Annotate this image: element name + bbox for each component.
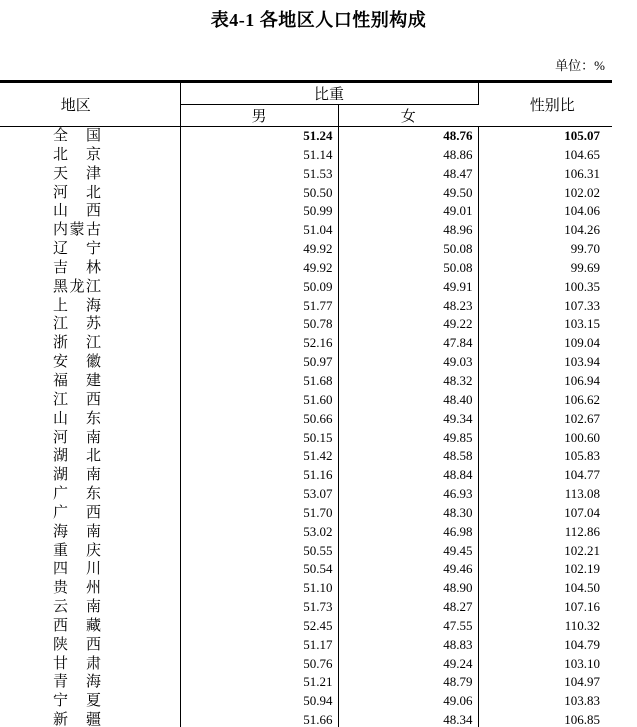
table-row	[0, 410, 612, 429]
table-header	[0, 82, 612, 127]
male-value: 51.60	[180, 391, 338, 410]
male-value: 52.16	[180, 334, 338, 353]
region-name: 重 庆	[53, 542, 101, 559]
female-value: 48.76	[338, 127, 478, 146]
region-name: 福 建	[53, 372, 101, 389]
male-value: 51.70	[180, 504, 338, 523]
female-value: 48.30	[338, 504, 478, 523]
region-cell	[0, 410, 180, 429]
sex-ratio-value: 102.19	[564, 561, 601, 577]
region-cell	[0, 391, 180, 410]
female-value: 46.98	[338, 523, 478, 542]
region-name: 湖 北	[53, 448, 101, 465]
male-value: 51.73	[180, 598, 338, 617]
female-value: 47.84	[338, 334, 478, 353]
table-row	[0, 240, 612, 259]
female-value: 49.85	[338, 429, 478, 448]
female-value: 48.86	[338, 146, 478, 165]
table-row	[0, 655, 612, 674]
region-cell	[0, 278, 180, 297]
table-row	[0, 485, 612, 504]
sex-ratio-value: 105.83	[564, 448, 601, 464]
region-cell	[0, 542, 180, 561]
region-cell	[0, 165, 180, 184]
table-row	[0, 636, 612, 655]
table-row	[0, 542, 612, 561]
header-female: 女	[338, 105, 478, 127]
region-name: 西 藏	[53, 617, 101, 634]
male-value: 50.76	[180, 655, 338, 674]
female-value: 49.24	[338, 655, 478, 674]
male-value: 49.92	[180, 240, 338, 259]
region-name: 全 国	[53, 128, 101, 144]
header-male: 男	[180, 105, 338, 127]
female-value: 48.40	[338, 391, 478, 410]
region-cell	[0, 334, 180, 353]
sex-ratio-value: 113.08	[564, 486, 601, 502]
table-row	[0, 598, 612, 617]
region-cell	[0, 560, 180, 579]
region-name: 山 西	[53, 203, 101, 220]
sex-ratio-value: 110.32	[564, 617, 601, 633]
female-value: 48.32	[338, 372, 478, 391]
sex-ratio-value: 107.04	[564, 504, 601, 520]
sex-ratio-value: 106.62	[564, 391, 601, 407]
male-value: 51.04	[180, 221, 338, 240]
region-name: 广 东	[53, 486, 101, 503]
region-name: 北 京	[53, 146, 101, 163]
sex-ratio-value: 107.33	[564, 297, 601, 313]
region-cell	[0, 579, 180, 598]
male-value: 50.78	[180, 315, 338, 334]
female-value: 49.22	[338, 315, 478, 334]
sex-ratio-value: 104.97	[564, 674, 601, 690]
female-value: 48.84	[338, 466, 478, 485]
sex-ratio-value: 104.77	[564, 467, 601, 483]
region-cell	[0, 372, 180, 391]
male-value: 50.55	[180, 542, 338, 561]
sex-ratio-value: 104.26	[564, 222, 601, 238]
region-cell	[0, 655, 180, 674]
region-name: 宁 夏	[53, 693, 101, 710]
male-value: 50.99	[180, 202, 338, 221]
region-name: 江 苏	[53, 316, 101, 333]
female-value: 48.79	[338, 673, 478, 692]
female-value: 47.55	[338, 617, 478, 636]
male-value: 50.09	[180, 278, 338, 297]
table-row	[0, 617, 612, 636]
female-value: 48.34	[338, 711, 478, 727]
sex-ratio-value: 106.94	[564, 372, 601, 388]
region-name: 山 东	[53, 410, 101, 427]
region-name: 上 海	[53, 297, 101, 314]
table-row	[0, 278, 612, 297]
region-name: 湖 南	[53, 467, 101, 484]
region-name: 河 北	[53, 184, 101, 201]
female-value: 49.03	[338, 353, 478, 372]
table-row	[0, 372, 612, 391]
region-cell	[0, 315, 180, 334]
region-cell	[0, 127, 180, 146]
sex-ratio-value: 107.16	[564, 599, 601, 615]
region-cell	[0, 598, 180, 617]
sex-ratio-value: 104.65	[564, 146, 601, 162]
region-name: 海 南	[53, 523, 101, 540]
region-name: 贵 州	[53, 580, 101, 597]
region-cell	[0, 429, 180, 448]
sex-ratio-value: 106.85	[564, 712, 601, 727]
table-row	[0, 711, 612, 727]
female-value: 49.50	[338, 184, 478, 203]
male-value: 49.92	[180, 259, 338, 278]
table-row	[0, 429, 612, 448]
table-row	[0, 447, 612, 466]
female-value: 49.34	[338, 410, 478, 429]
male-value: 50.50	[180, 184, 338, 203]
table-body	[0, 127, 612, 727]
sex-ratio-value: 104.06	[564, 203, 601, 219]
region-cell	[0, 202, 180, 221]
region-cell	[0, 617, 180, 636]
region-cell	[0, 466, 180, 485]
region-name: 内 蒙 古	[53, 222, 101, 239]
header-proportion: 比重	[180, 82, 478, 105]
table-row	[0, 673, 612, 692]
male-value: 51.10	[180, 579, 338, 598]
table-row	[0, 692, 612, 711]
female-value: 48.47	[338, 165, 478, 184]
male-value: 51.17	[180, 636, 338, 655]
female-value: 48.27	[338, 598, 478, 617]
female-value: 48.96	[338, 221, 478, 240]
region-cell	[0, 146, 180, 165]
table-row	[0, 504, 612, 523]
region-cell	[0, 221, 180, 240]
region-cell	[0, 485, 180, 504]
population-sex-composition-table	[0, 80, 612, 727]
female-value: 49.06	[338, 692, 478, 711]
male-value: 51.53	[180, 165, 338, 184]
region-cell	[0, 259, 180, 278]
male-value: 50.97	[180, 353, 338, 372]
region-cell	[0, 692, 180, 711]
sex-ratio-value: 105.07	[564, 128, 601, 143]
table-row	[0, 579, 612, 598]
table-row	[0, 560, 612, 579]
male-value: 51.66	[180, 711, 338, 727]
table-row	[0, 523, 612, 542]
region-name: 江 西	[53, 391, 101, 408]
male-value: 51.21	[180, 673, 338, 692]
sex-ratio-value: 99.70	[570, 241, 601, 257]
region-cell	[0, 184, 180, 203]
male-value: 51.14	[180, 146, 338, 165]
table-row	[0, 202, 612, 221]
female-value: 46.93	[338, 485, 478, 504]
table-row	[0, 353, 612, 372]
region-name: 吉 林	[53, 259, 101, 276]
table-row	[0, 466, 612, 485]
male-value: 51.24	[180, 127, 338, 146]
sex-ratio-value: 102.21	[564, 542, 601, 558]
table-row	[0, 127, 612, 146]
region-name: 新 疆	[53, 712, 101, 727]
region-name: 黑 龙 江	[53, 278, 101, 295]
table-row	[0, 315, 612, 334]
male-value: 51.77	[180, 297, 338, 316]
table-row	[0, 259, 612, 278]
table-row	[0, 297, 612, 316]
sex-ratio-value: 109.04	[564, 335, 601, 351]
female-value: 49.46	[338, 560, 478, 579]
sex-ratio-value: 104.79	[564, 636, 601, 652]
sex-ratio-value: 99.69	[570, 259, 601, 275]
table-row	[0, 165, 612, 184]
region-cell	[0, 353, 180, 372]
header-region: 地区	[0, 82, 180, 127]
region-cell	[0, 673, 180, 692]
table-row	[0, 184, 612, 203]
female-value: 49.91	[338, 278, 478, 297]
region-name: 甘 肃	[53, 655, 101, 672]
region-cell	[0, 523, 180, 542]
region-cell	[0, 504, 180, 523]
region-name: 青 海	[53, 674, 101, 691]
male-value: 51.16	[180, 466, 338, 485]
male-value: 53.07	[180, 485, 338, 504]
region-name: 安 徽	[53, 354, 101, 371]
sex-ratio-value: 112.86	[564, 523, 601, 539]
region-name: 天 津	[53, 165, 101, 182]
region-name: 广 西	[53, 504, 101, 521]
male-value: 53.02	[180, 523, 338, 542]
region-name: 浙 江	[53, 335, 101, 352]
sex-ratio-value: 103.83	[564, 693, 601, 709]
sex-ratio-value: 106.31	[564, 165, 601, 181]
sex-ratio-value: 103.94	[564, 354, 601, 370]
female-value: 49.01	[338, 202, 478, 221]
sex-ratio-value: 103.10	[564, 655, 601, 671]
unit-label: 单位：%	[555, 58, 605, 73]
region-cell	[0, 447, 180, 466]
sex-ratio-value: 100.35	[564, 278, 601, 294]
region-name: 河 南	[53, 429, 101, 446]
male-value: 50.54	[180, 560, 338, 579]
male-value: 51.42	[180, 447, 338, 466]
region-cell	[0, 240, 180, 259]
male-value: 52.45	[180, 617, 338, 636]
male-value: 51.68	[180, 372, 338, 391]
region-cell	[0, 636, 180, 655]
page-title: 表4-1 各地区人口性别构成	[210, 10, 427, 30]
region-cell	[0, 297, 180, 316]
region-name: 辽 宁	[53, 241, 101, 258]
female-value: 48.83	[338, 636, 478, 655]
sex-ratio-value: 103.15	[564, 316, 601, 332]
region-name: 云 南	[53, 599, 101, 616]
female-value: 50.08	[338, 240, 478, 259]
sex-ratio-value: 102.67	[564, 410, 601, 426]
female-value: 48.90	[338, 579, 478, 598]
female-value: 48.58	[338, 447, 478, 466]
region-name: 陕 西	[53, 636, 101, 653]
male-value: 50.15	[180, 429, 338, 448]
sex-ratio-value: 104.50	[564, 580, 601, 596]
female-value: 50.08	[338, 259, 478, 278]
female-value: 49.45	[338, 542, 478, 561]
table-row	[0, 391, 612, 410]
table-row	[0, 334, 612, 353]
male-value: 50.66	[180, 410, 338, 429]
table-row	[0, 221, 612, 240]
region-cell	[0, 711, 180, 727]
sex-ratio-value: 102.02	[564, 184, 601, 200]
region-name: 四 川	[53, 561, 101, 578]
header-sex-ratio: 性别比	[478, 82, 612, 127]
sex-ratio-value: 100.60	[564, 429, 601, 445]
female-value: 48.23	[338, 297, 478, 316]
male-value: 50.94	[180, 692, 338, 711]
table-row	[0, 146, 612, 165]
